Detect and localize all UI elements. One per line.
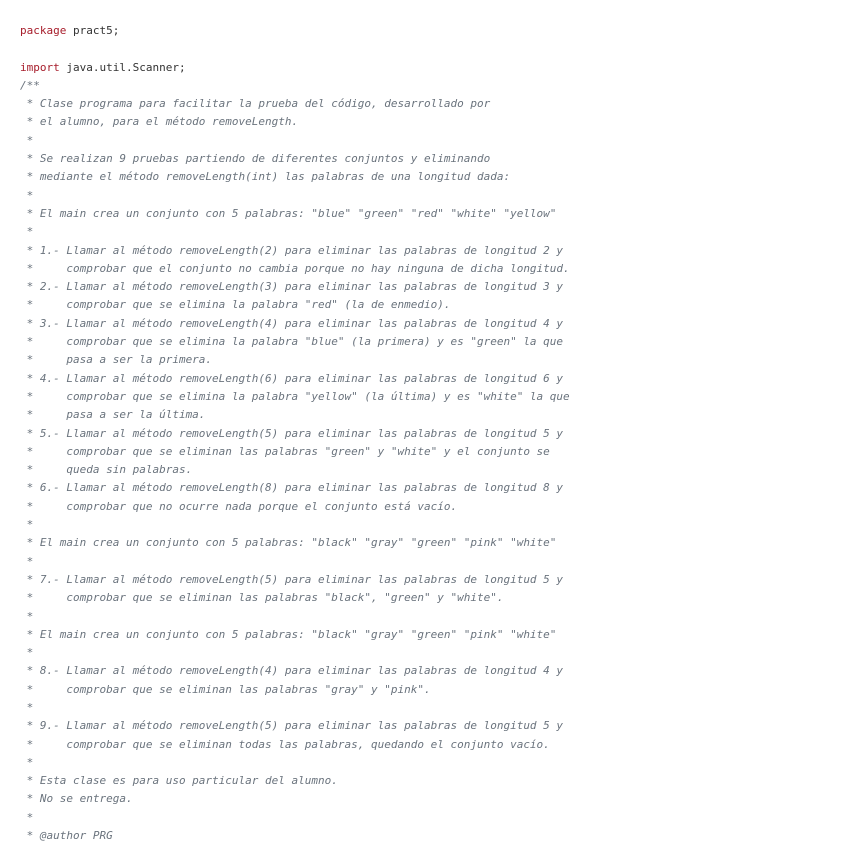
comment-line: * comprobar que se elimina la palabra "red" (la de enmedio). xyxy=(20,298,451,312)
comment-line: * el alumno, para el método removeLength. xyxy=(20,115,299,129)
blank-line xyxy=(20,40,848,58)
comment-line: * 3.- Llamar al método removeLength(4) para eliminar las palabras de longitud 4 y xyxy=(20,316,564,330)
javadoc-comment xyxy=(20,77,848,845)
comment-line: * xyxy=(20,609,34,623)
import-line xyxy=(20,59,848,77)
comment-line: * xyxy=(20,810,34,824)
comment-line: * comprobar que se elimina la palabra "blue" (la primera) y es "green" la que xyxy=(20,335,564,349)
comment-line: * 2.- Llamar al método removeLength(3) para eliminar las palabras de longitud 3 y xyxy=(20,280,564,294)
comment-line: /** xyxy=(20,78,40,92)
comment-line: * 5.- Llamar al método removeLength(5) para eliminar las palabras de longitud 5 y xyxy=(20,426,564,440)
comment-line: * El main crea un conjunto con 5 palabras: "blue" "green" "red" "white" "yellow" xyxy=(20,206,557,220)
import-name: java.util.Scanner; xyxy=(59,60,186,74)
comment-line: * Se realizan 9 pruebas partiendo de diferentes conjuntos y eliminando xyxy=(20,152,491,166)
comment-line: * xyxy=(20,554,34,568)
package-keyword: package xyxy=(20,24,67,37)
comment-line: * mediante el método removeLength(int) las palabras de una longitud dada: xyxy=(20,170,511,184)
comment-line: * pasa a ser la última. xyxy=(20,408,206,422)
comment-line: * xyxy=(20,133,34,147)
comment-line: * xyxy=(20,646,34,660)
comment-line: * queda sin palabras. xyxy=(20,463,193,477)
comment-line: * Clase programa para facilitar la prueba del código, desarrollado por xyxy=(20,97,491,111)
comment-line: * xyxy=(20,225,34,239)
comment-line: * comprobar que se eliminan las palabras "gray" y "pink". xyxy=(20,682,431,696)
comment-line: * xyxy=(20,755,34,769)
comment-line: * @author PRG xyxy=(20,829,113,843)
comment-line: * xyxy=(20,700,34,714)
package-name: pract5; xyxy=(66,24,120,37)
comment-line: * 6.- Llamar al método removeLength(8) para eliminar las palabras de longitud 8 y xyxy=(20,481,564,495)
comment-line: * Esta clase es para uso particular del alumno. xyxy=(20,774,338,788)
comment-line: * 4.- Llamar al método removeLength(6) para eliminar las palabras de longitud 6 y xyxy=(20,371,564,385)
comment-line: * xyxy=(20,518,34,532)
comment-line: * xyxy=(20,188,34,202)
comment-line: * comprobar que se eliminan las palabras "black", "green" y "white". xyxy=(20,591,504,605)
comment-line: * 7.- Llamar al método removeLength(5) para eliminar las palabras de longitud 5 y xyxy=(20,572,564,586)
comment-line: * comprobar que se elimina la palabra "yellow" (la última) y es "white" la que xyxy=(20,389,570,403)
comment-line: * El main crea un conjunto con 5 palabras: "black" "gray" "green" "pink" "white" xyxy=(20,627,557,641)
comment-line: * 9.- Llamar al método removeLength(5) para eliminar las palabras de longitud 5 y xyxy=(20,719,564,733)
comment-line: * 1.- Llamar al método removeLength(2) para eliminar las palabras de longitud 2 y xyxy=(20,243,564,257)
comment-line: * comprobar que se eliminan todas las palabras, quedando el conjunto vacío. xyxy=(20,737,550,751)
comment-line: * No se entrega. xyxy=(20,792,133,806)
comment-line: * comprobar que se eliminan las palabras "green" y "white" y el conjunto se xyxy=(20,444,550,458)
comment-line: * comprobar que no ocurre nada porque el conjunto está vacío. xyxy=(20,499,458,513)
comment-line: * comprobar que el conjunto no cambia porque no hay ninguna de dicha longitud. xyxy=(20,261,570,275)
comment-line: * pasa a ser la primera. xyxy=(20,353,213,367)
comment-line: * 8.- Llamar al método removeLength(4) para eliminar las palabras de longitud 4 y xyxy=(20,664,564,678)
comment-line: * El main crea un conjunto con 5 palabras: "black" "gray" "green" "pink" "white" xyxy=(20,536,557,550)
package-line xyxy=(20,22,848,40)
import-keyword: import xyxy=(20,60,60,74)
